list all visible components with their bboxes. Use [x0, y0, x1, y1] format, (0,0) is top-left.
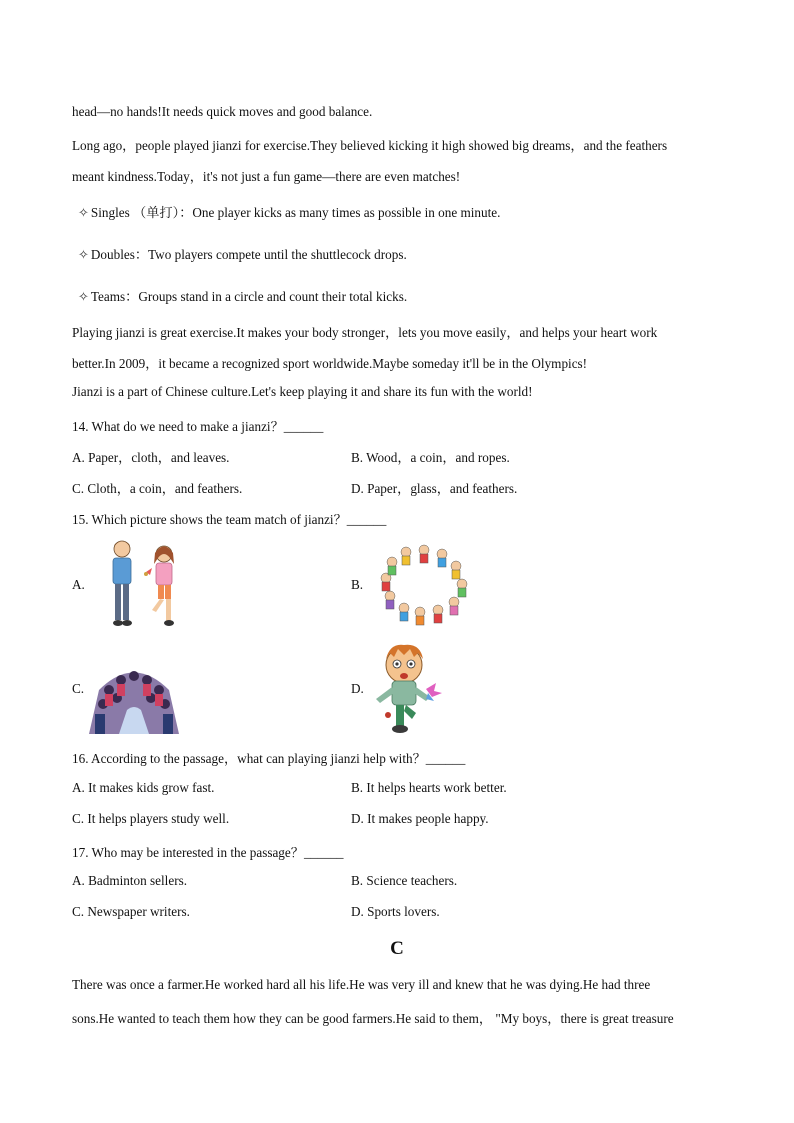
question-17: 17. Who may be interested in the passage？______ — [72, 845, 344, 860]
bullet-teams: ✧ Teams：Groups stand in a circle and count their total kicks. — [78, 289, 408, 305]
sparkle-bullet-icon: ✧ — [78, 290, 89, 305]
sparkle-bullet-icon: ✧ — [78, 248, 89, 263]
picture-b-kids-circle — [376, 540, 472, 630]
passage-line: better.In 2009，it became a recognized sport worldwide.Maybe someday it'll be in the Olympics! — [72, 356, 588, 371]
option-16-a[interactable]: A. It makes kids grow fast. — [72, 780, 215, 795]
option-17-a[interactable]: A. Badminton sellers. — [72, 873, 188, 888]
option-14-a[interactable]: A. Paper，cloth，and leaves. — [72, 450, 230, 465]
passage-line: head—no hands!It needs quick moves and good balance. — [72, 104, 373, 119]
question-14: 14. What do we need to make a jianzi？______ — [72, 419, 324, 434]
option-14-c[interactable]: C. Cloth，a coin，and feathers. — [72, 481, 243, 496]
passage-line: Playing jianzi is great exercise.It makes your body stronger，lets you move easily，and helps your heart work — [72, 325, 658, 340]
option-16-d[interactable]: D. It makes people happy. — [351, 811, 489, 826]
option-17-b[interactable]: B. Science teachers. — [351, 873, 458, 888]
option-16-b[interactable]: B. It helps hearts work better. — [351, 780, 507, 795]
question-16: 16. According to the passage，what can playing jianzi help with？______ — [72, 751, 466, 766]
sparkle-bullet-icon: ✧ — [78, 206, 89, 221]
question-15: 15. Which picture shows the team match of jianzi？______ — [72, 512, 387, 527]
passage-line: There was once a farmer.He worked hard all his life.He was very ill and knew that he was dying.He had three — [72, 977, 651, 992]
passage-line: meant kindness.Today，it's not just a fun game—there are even matches! — [72, 169, 461, 184]
passage-line: sons.He wanted to teach them how they can be good farmers.He said to them， "My boys，there is great treasure — [72, 1011, 674, 1026]
option-15-d[interactable]: D. — [351, 681, 364, 696]
option-15-a[interactable]: A. — [72, 577, 85, 592]
bullet-doubles: ✧ Doubles：Two players compete until the shuttlecock drops. — [78, 247, 407, 263]
option-17-c[interactable]: C. Newspaper writers. — [72, 904, 190, 919]
option-15-b[interactable]: B. — [351, 577, 364, 592]
option-15-c[interactable]: C. — [72, 681, 85, 696]
bullet-singles: ✧ Singles （单打）：One player kicks as many times as possible in one minute. — [78, 205, 501, 221]
option-14-b[interactable]: B. Wood，a coin，and ropes. — [351, 450, 510, 465]
picture-c-crowd — [89, 660, 179, 734]
option-16-c[interactable]: C. It helps players study well. — [72, 811, 230, 826]
picture-d-cartoon-boy — [368, 643, 446, 735]
option-17-d[interactable]: D. Sports lovers. — [351, 904, 440, 919]
option-14-d[interactable]: D. Paper，glass，and feathers. — [351, 481, 518, 496]
section-heading-c: C — [390, 938, 404, 959]
picture-a-two-kids — [102, 538, 188, 634]
passage-line: Long ago，people played jianzi for exercise.They believed kicking it high showed big dreams，and the feathers — [72, 138, 668, 153]
passage-line: Jianzi is a part of Chinese culture.Let's keep playing it and share its fun with the world! — [72, 384, 533, 399]
